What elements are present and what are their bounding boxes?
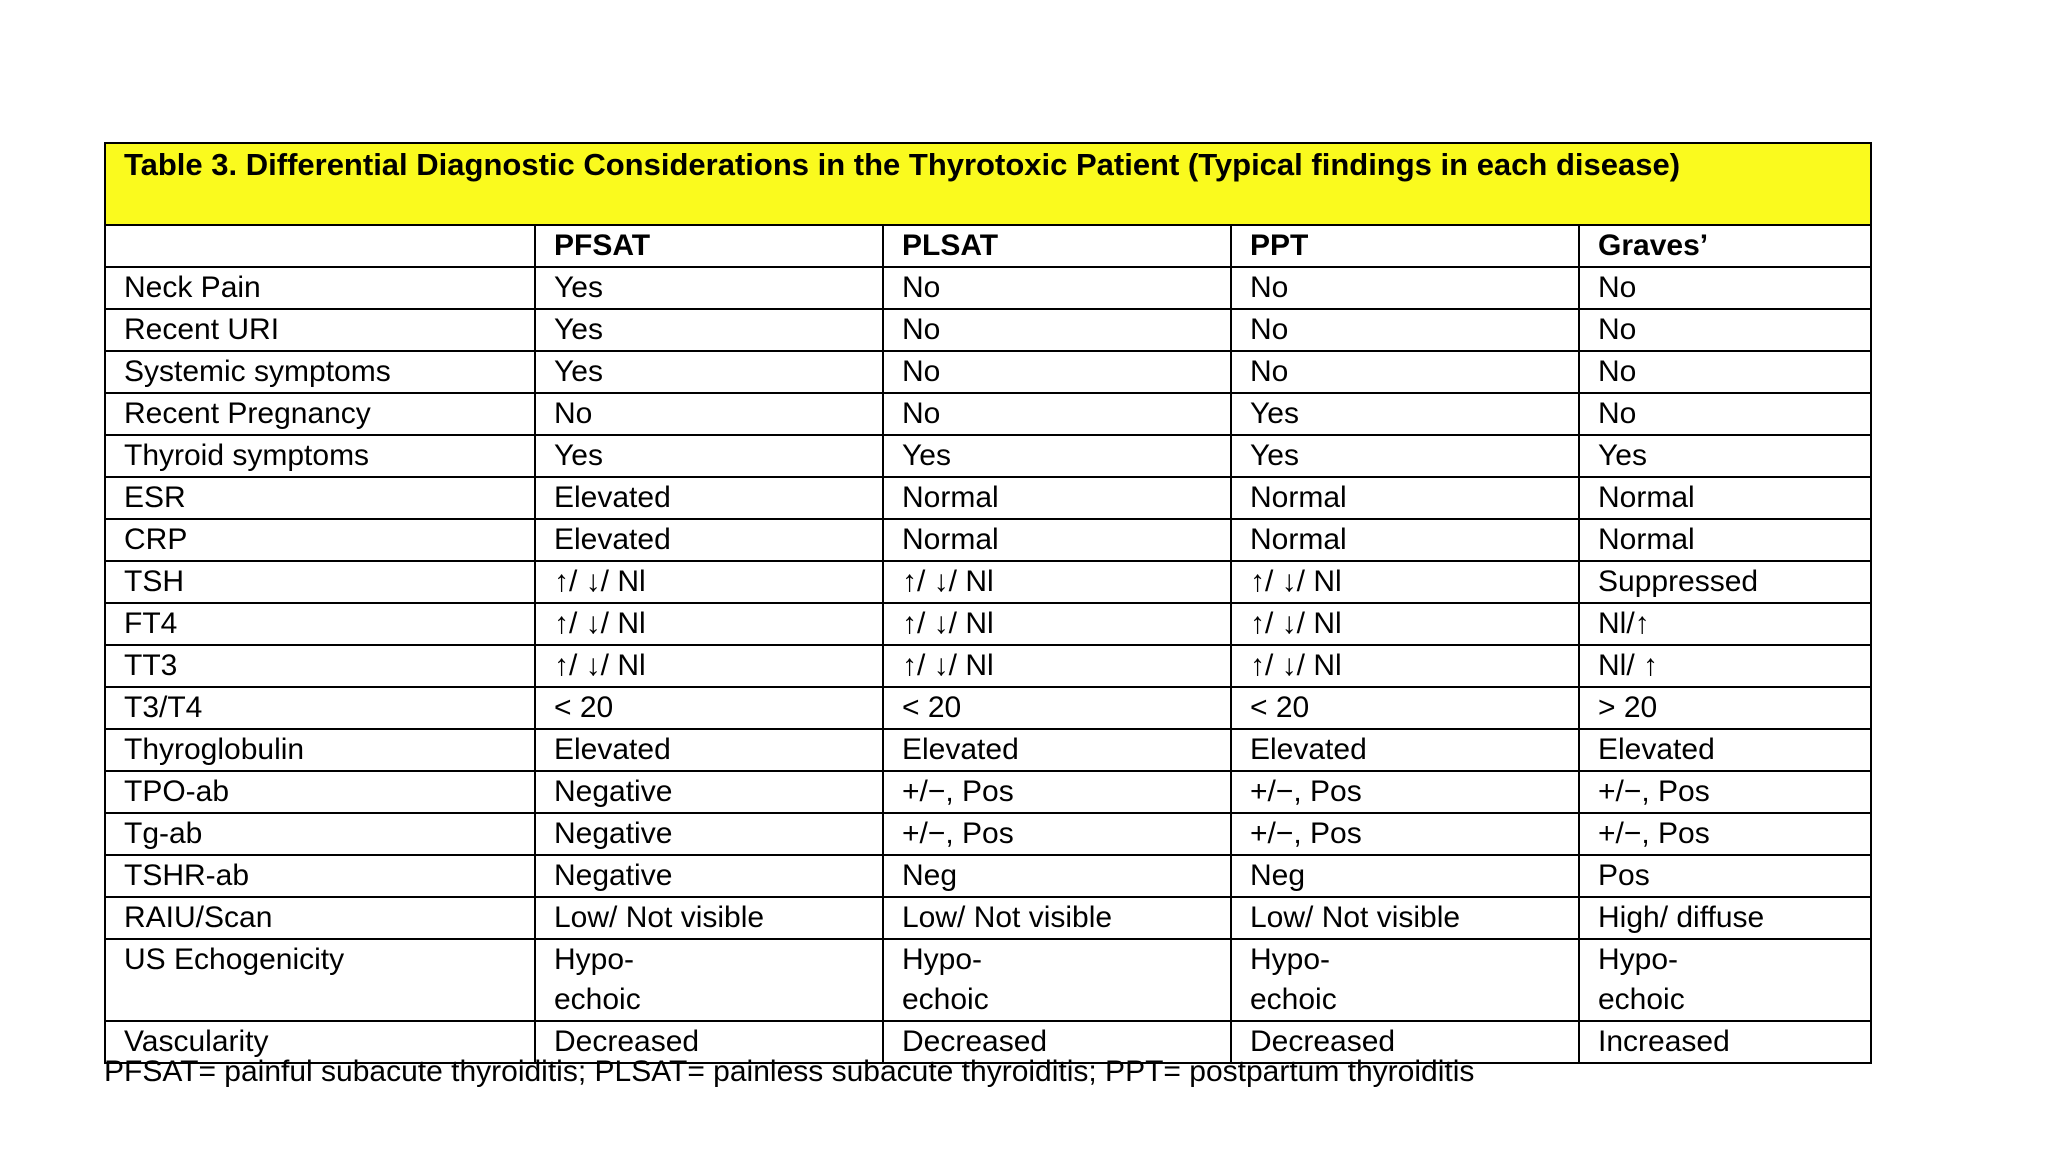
cell-graves: High/ diffuse: [1579, 897, 1871, 939]
cell-pfsat: Negative: [535, 771, 883, 813]
cell-pfsat: Negative: [535, 813, 883, 855]
table-row: [105, 855, 1871, 897]
cell-ppt: No: [1231, 309, 1579, 351]
table-row: [105, 477, 1871, 519]
row-label: ESR: [105, 477, 535, 519]
cell-pfsat: ↑/ ↓/ Nl: [535, 603, 883, 645]
table-row: [105, 771, 1871, 813]
table-title: Table 3. Differential Diagnostic Considerations in the Thyrotoxic Patient (Typical findings in each disease): [105, 143, 1871, 225]
row-label: RAIU/Scan: [105, 897, 535, 939]
cell-graves: Pos: [1579, 855, 1871, 897]
cell-graves: No: [1579, 309, 1871, 351]
row-label: Thyroglobulin: [105, 729, 535, 771]
row-label: CRP: [105, 519, 535, 561]
cell-ppt: Elevated: [1231, 729, 1579, 771]
table-row: [105, 813, 1871, 855]
cell-ppt: ↑/ ↓/ Nl: [1231, 603, 1579, 645]
cell-ppt: Yes: [1231, 435, 1579, 477]
row-label: T3/T4: [105, 687, 535, 729]
cell-graves: Elevated: [1579, 729, 1871, 771]
cell-graves: Nl/↑: [1579, 603, 1871, 645]
column-header-ppt: PPT: [1231, 225, 1579, 267]
cell-plsat: No: [883, 309, 1231, 351]
cell-pfsat: Elevated: [535, 729, 883, 771]
cell-plsat: ↑/ ↓/ Nl: [883, 603, 1231, 645]
cell-pfsat: Yes: [535, 309, 883, 351]
cell-graves: Normal: [1579, 477, 1871, 519]
row-label: Vascularity: [105, 1021, 535, 1063]
cell-ppt: ↑/ ↓/ Nl: [1231, 645, 1579, 687]
table-row: [105, 561, 1871, 603]
cell-graves: > 20: [1579, 687, 1871, 729]
cell-pfsat: ↑/ ↓/ Nl: [535, 645, 883, 687]
cell-ppt: +/−, Pos: [1231, 813, 1579, 855]
cell-ppt: No: [1231, 351, 1579, 393]
cell-pfsat: Hypo- echoic: [535, 939, 883, 1021]
cell-ppt: Low/ Not visible: [1231, 897, 1579, 939]
diagnostic-table: [104, 142, 1872, 1064]
row-label: Recent Pregnancy: [105, 393, 535, 435]
cell-plsat: Normal: [883, 519, 1231, 561]
row-label: TT3: [105, 645, 535, 687]
cell-pfsat: Decreased: [535, 1021, 883, 1063]
row-label: Thyroid symptoms: [105, 435, 535, 477]
cell-plsat: Decreased: [883, 1021, 1231, 1063]
row-label: TSH: [105, 561, 535, 603]
cell-graves: No: [1579, 351, 1871, 393]
row-label: FT4: [105, 603, 535, 645]
cell-pfsat: Elevated: [535, 477, 883, 519]
cell-pfsat: Elevated: [535, 519, 883, 561]
table-row: [105, 267, 1871, 309]
cell-ppt: < 20: [1231, 687, 1579, 729]
table-title-row: [105, 143, 1871, 225]
cell-plsat: ↑/ ↓/ Nl: [883, 561, 1231, 603]
cell-plsat: Normal: [883, 477, 1231, 519]
table-row: [105, 309, 1871, 351]
column-header-graves: Graves’: [1579, 225, 1871, 267]
cell-ppt: ↑/ ↓/ Nl: [1231, 561, 1579, 603]
cell-graves: No: [1579, 267, 1871, 309]
table-row: [105, 729, 1871, 771]
cell-plsat: < 20: [883, 687, 1231, 729]
cell-graves: No: [1579, 393, 1871, 435]
cell-pfsat: ↑/ ↓/ Nl: [535, 561, 883, 603]
table-row: [105, 939, 1871, 1021]
diagnostic-table-container: [104, 142, 1870, 1064]
cell-plsat: No: [883, 393, 1231, 435]
cell-pfsat: No: [535, 393, 883, 435]
cell-pfsat: Negative: [535, 855, 883, 897]
cell-graves: +/−, Pos: [1579, 771, 1871, 813]
table-row: [105, 603, 1871, 645]
cell-ppt: +/−, Pos: [1231, 771, 1579, 813]
cell-pfsat: Yes: [535, 351, 883, 393]
cell-pfsat: < 20: [535, 687, 883, 729]
cell-graves: Normal: [1579, 519, 1871, 561]
cell-graves: Hypo- echoic: [1579, 939, 1871, 1021]
cell-ppt: Normal: [1231, 519, 1579, 561]
cell-plsat: Low/ Not visible: [883, 897, 1231, 939]
cell-plsat: No: [883, 351, 1231, 393]
cell-pfsat: Low/ Not visible: [535, 897, 883, 939]
cell-graves: Increased: [1579, 1021, 1871, 1063]
column-header-plsat: PLSAT: [883, 225, 1231, 267]
table-row: [105, 687, 1871, 729]
cell-plsat: ↑/ ↓/ Nl: [883, 645, 1231, 687]
cell-ppt: No: [1231, 267, 1579, 309]
row-label: Tg-ab: [105, 813, 535, 855]
cell-ppt: Hypo- echoic: [1231, 939, 1579, 1021]
row-label: Recent URI: [105, 309, 535, 351]
row-label: Systemic symptoms: [105, 351, 535, 393]
table-row: [105, 351, 1871, 393]
column-header-empty: [105, 225, 535, 267]
cell-ppt: Normal: [1231, 477, 1579, 519]
row-label: US Echogenicity: [105, 939, 535, 1021]
table-row: [105, 645, 1871, 687]
cell-plsat: +/−, Pos: [883, 771, 1231, 813]
cell-ppt: Decreased: [1231, 1021, 1579, 1063]
cell-pfsat: Yes: [535, 435, 883, 477]
cell-plsat: +/−, Pos: [883, 813, 1231, 855]
cell-graves: Yes: [1579, 435, 1871, 477]
table-row: [105, 393, 1871, 435]
cell-plsat: Yes: [883, 435, 1231, 477]
table-row: [105, 435, 1871, 477]
cell-graves: +/−, Pos: [1579, 813, 1871, 855]
cell-ppt: Neg: [1231, 855, 1579, 897]
cell-plsat: Elevated: [883, 729, 1231, 771]
cell-graves: Suppressed: [1579, 561, 1871, 603]
row-label: TSHR-ab: [105, 855, 535, 897]
cell-ppt: Yes: [1231, 393, 1579, 435]
cell-plsat: Neg: [883, 855, 1231, 897]
table-body: [105, 267, 1871, 1063]
table-row: [105, 897, 1871, 939]
cell-plsat: Hypo- echoic: [883, 939, 1231, 1021]
column-header-row: [105, 225, 1871, 267]
cell-graves: Nl/ ↑: [1579, 645, 1871, 687]
table-row: [105, 519, 1871, 561]
table-footnote: PFSAT= painful subacute thyroiditis; PLSAT= painless subacute thyroiditis; PPT= postpartum thyroiditis: [104, 1055, 1475, 1088]
row-label: Neck Pain: [105, 267, 535, 309]
cell-pfsat: Yes: [535, 267, 883, 309]
column-header-pfsat: PFSAT: [535, 225, 883, 267]
cell-plsat: No: [883, 267, 1231, 309]
row-label: TPO-ab: [105, 771, 535, 813]
